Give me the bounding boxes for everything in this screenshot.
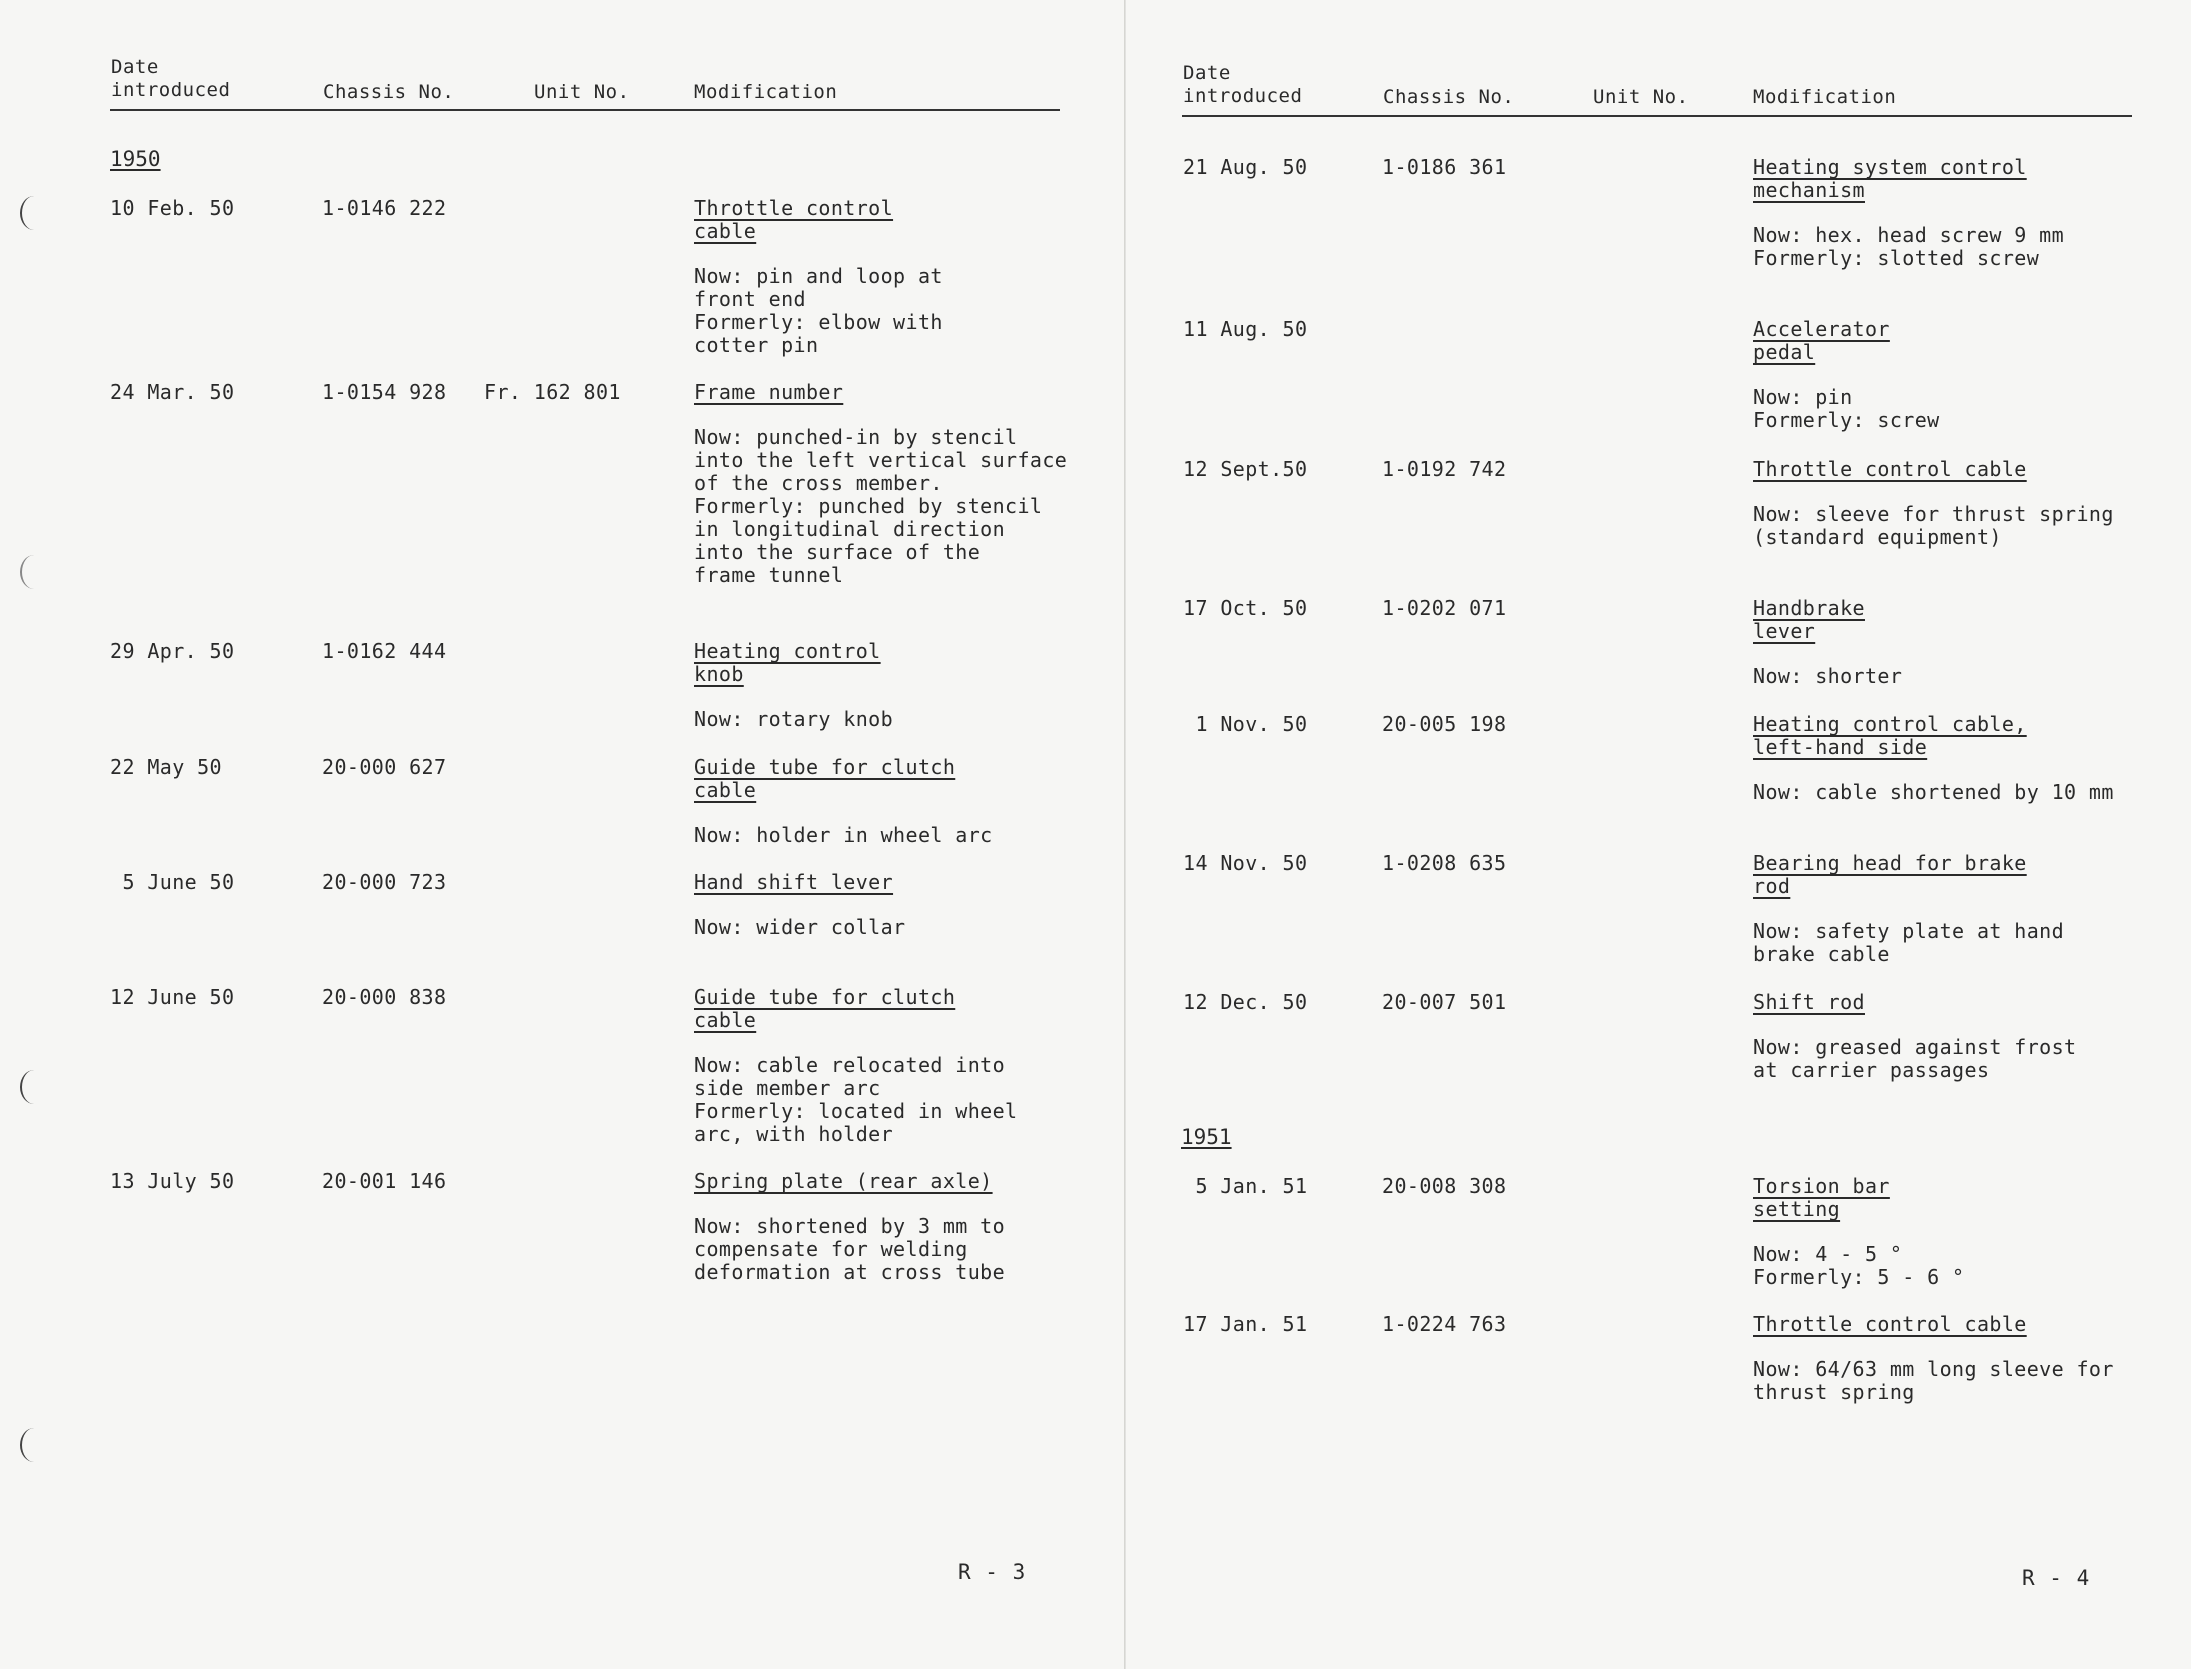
entry-description-line: Now: sleeve for thrust spring xyxy=(1753,502,2114,526)
entry-modification xyxy=(1753,318,1940,432)
entry-date: 10 Feb. 50 xyxy=(110,196,235,220)
entry-description xyxy=(1753,503,2114,549)
entry-title: Accelerator pedal xyxy=(1753,317,1890,364)
entry-description-line: Now: pin and loop at xyxy=(694,264,943,288)
entry-description-line: into the left vertical surface xyxy=(694,448,1068,472)
header-chassis-no: Chassis No. xyxy=(323,81,455,103)
entry-date: 17 Jan. 51 xyxy=(1183,1312,1308,1336)
entry-description-line: Now: 4 - 5 ° xyxy=(1753,1242,1903,1266)
header-modification: Modification xyxy=(694,81,838,103)
entry-description-line: Now: wider collar xyxy=(694,915,906,939)
entry-description-line: side member arc xyxy=(694,1076,881,1100)
entry-title: Handbrake lever xyxy=(1753,596,1865,643)
entry-description xyxy=(1753,781,2114,804)
entry-description xyxy=(694,1215,1005,1284)
right-page xyxy=(1126,0,2191,1669)
entry-modification xyxy=(694,756,993,847)
header-chassis-no: Chassis No. xyxy=(1383,86,1515,108)
entry-modification xyxy=(1753,991,2076,1082)
entry-title: Shift rod xyxy=(1753,990,1865,1014)
entry-date: 11 Aug. 50 xyxy=(1183,317,1308,341)
entry-description-line: Formerly: 5 - 6 ° xyxy=(1753,1265,1965,1289)
entry-chassis-no: 20-008 308 xyxy=(1382,1174,1507,1198)
entry-chassis-no: 1-0186 361 xyxy=(1382,155,1507,179)
entry-description-line: compensate for welding xyxy=(694,1237,968,1261)
entry-description xyxy=(1753,1036,2076,1082)
entry-chassis-no: 20-000 838 xyxy=(322,985,447,1009)
entry-date: 29 Apr. 50 xyxy=(110,639,235,663)
entry-chassis-no: 1-0162 444 xyxy=(322,639,447,663)
entry-date: 5 June 50 xyxy=(110,870,235,894)
entry-chassis-no: 1-0202 071 xyxy=(1382,596,1507,620)
entry-description-line: Formerly: elbow with xyxy=(694,310,943,334)
entry-description-line: Now: hex. head screw 9 mm xyxy=(1753,223,2065,247)
entry-modification xyxy=(1753,156,2064,270)
entry-chassis-no: 1-0146 222 xyxy=(322,196,447,220)
entry-description-line: frame tunnel xyxy=(694,563,844,587)
entry-description-line: brake cable xyxy=(1753,942,1890,966)
entry-description xyxy=(1753,1358,2114,1404)
entry-chassis-no: 20-000 723 xyxy=(322,870,447,894)
entry-description-line: Now: greased against frost xyxy=(1753,1035,2077,1059)
entry-description-line: Now: pin xyxy=(1753,385,1853,409)
entry-description-line: arc, with holder xyxy=(694,1122,894,1146)
entry-date: 14 Nov. 50 xyxy=(1183,851,1308,875)
binder-hole-mark xyxy=(20,555,48,589)
entry-description xyxy=(694,426,1067,587)
entry-date: 1 Nov. 50 xyxy=(1183,712,1308,736)
entry-title: Guide tube for clutch cable xyxy=(694,985,956,1032)
entry-description-line: Formerly: screw xyxy=(1753,408,1940,432)
entry-date: 13 July 50 xyxy=(110,1169,235,1193)
entry-modification xyxy=(1753,597,1902,688)
entry-description-line: cotter pin xyxy=(694,333,819,357)
header-date-introduced: Date introduced xyxy=(111,56,231,101)
entry-title: Torsion bar setting xyxy=(1753,1174,1890,1221)
entry-description-line: Now: cable shortened by 10 mm xyxy=(1753,780,2114,804)
entry-description-line: Now: shorter xyxy=(1753,664,1903,688)
entry-description xyxy=(694,1054,1017,1146)
entry-chassis-no: 1-0154 928 xyxy=(322,380,447,404)
entry-date: 17 Oct. 50 xyxy=(1183,596,1308,620)
entry-description-line: front end xyxy=(694,287,806,311)
entry-description xyxy=(1753,665,1902,688)
entry-title: Throttle control cable xyxy=(694,196,894,243)
entry-chassis-no: 20-000 627 xyxy=(322,755,447,779)
entry-description-line: (standard equipment) xyxy=(1753,525,2002,549)
entry-description xyxy=(694,824,993,847)
year-heading-1951: 1951 xyxy=(1181,1125,1232,1149)
entry-title: Bearing head for brake rod xyxy=(1753,851,2027,898)
entry-date: 12 Sept.50 xyxy=(1183,457,1308,481)
entry-description-line: Now: safety plate at hand xyxy=(1753,919,2065,943)
entry-description-line: Now: 64/63 mm long sleeve for xyxy=(1753,1357,2114,1381)
binder-hole-mark xyxy=(20,1070,48,1104)
entry-description-line: deformation at cross tube xyxy=(694,1260,1006,1284)
year-heading-1950: 1950 xyxy=(110,147,161,171)
entry-title: Heating control cable, left-hand side xyxy=(1753,712,2027,759)
entry-chassis-no: 1-0224 763 xyxy=(1382,1312,1507,1336)
entry-modification xyxy=(694,871,906,939)
entry-description-line: Now: punched-in by stencil xyxy=(694,425,1018,449)
entry-description-line: into the surface of the xyxy=(694,540,981,564)
entry-description-line: of the cross member. xyxy=(694,471,943,495)
entry-modification xyxy=(694,640,893,731)
entry-modification xyxy=(1753,713,2114,804)
entry-description-line: Now: cable relocated into xyxy=(694,1053,1006,1077)
entry-title: Hand shift lever xyxy=(694,870,894,894)
entry-description-line: in longitudinal direction xyxy=(694,517,1006,541)
entry-modification xyxy=(694,1170,1005,1284)
entry-title: Throttle control cable xyxy=(1753,1312,2027,1336)
page-number-right: R - 4 xyxy=(2022,1566,2091,1590)
entry-title: Guide tube for clutch cable xyxy=(694,755,956,802)
entry-description-line: Formerly: slotted screw xyxy=(1753,246,2040,270)
entry-unit-no: Fr. 162 801 xyxy=(484,380,621,404)
entry-chassis-no: 20-001 146 xyxy=(322,1169,447,1193)
entry-description-line: Now: rotary knob xyxy=(694,707,894,731)
entry-chassis-no: 20-005 198 xyxy=(1382,712,1507,736)
header-rule xyxy=(110,109,1060,111)
entry-title: Heating control knob xyxy=(694,639,881,686)
entry-modification xyxy=(694,197,943,357)
entry-modification xyxy=(1753,852,2064,966)
entry-description xyxy=(1753,1243,1965,1289)
entry-date: 21 Aug. 50 xyxy=(1183,155,1308,179)
entry-modification xyxy=(1753,1175,1965,1289)
page-number-left: R - 3 xyxy=(958,1560,1027,1584)
header-date-introduced: Date introduced xyxy=(1183,62,1303,107)
entry-description xyxy=(1753,920,2064,966)
entry-description-line: Now: holder in wheel arc xyxy=(694,823,993,847)
entry-description-line: Now: shortened by 3 mm to xyxy=(694,1214,1006,1238)
entry-description xyxy=(1753,386,1940,432)
entry-chassis-no: 1-0208 635 xyxy=(1382,851,1507,875)
entry-description-line: thrust spring xyxy=(1753,1380,1915,1404)
entry-title: Throttle control cable xyxy=(1753,457,2027,481)
entry-date: 24 Mar. 50 xyxy=(110,380,235,404)
entry-modification xyxy=(694,986,1017,1146)
entry-description xyxy=(694,265,943,357)
entry-title: Frame number xyxy=(694,380,844,404)
binder-hole-mark xyxy=(20,1428,48,1462)
entry-modification xyxy=(694,381,1067,587)
entry-date: 12 Dec. 50 xyxy=(1183,990,1308,1014)
entry-title: Spring plate (rear axle) xyxy=(694,1169,993,1193)
entry-description-line: Formerly: punched by stencil xyxy=(694,494,1043,518)
entry-modification xyxy=(1753,458,2114,549)
entry-date: 5 Jan. 51 xyxy=(1183,1174,1308,1198)
entry-description xyxy=(694,708,893,731)
entry-date: 12 June 50 xyxy=(110,985,235,1009)
entry-description xyxy=(1753,224,2064,270)
entry-modification xyxy=(1753,1313,2114,1404)
entry-description-line: Formerly: located in wheel xyxy=(694,1099,1018,1123)
header-unit-no: Unit No. xyxy=(1593,86,1689,108)
entry-chassis-no: 20-007 501 xyxy=(1382,990,1507,1014)
header-unit-no: Unit No. xyxy=(534,81,630,103)
entry-description xyxy=(694,916,906,939)
entry-title: Heating system control mechanism xyxy=(1753,155,2027,202)
entry-description-line: at carrier passages xyxy=(1753,1058,1990,1082)
binder-hole-mark xyxy=(20,196,48,230)
entry-chassis-no: 1-0192 742 xyxy=(1382,457,1507,481)
header-modification: Modification xyxy=(1753,86,1897,108)
header-rule xyxy=(1182,115,2132,117)
entry-date: 22 May 50 xyxy=(110,755,222,779)
